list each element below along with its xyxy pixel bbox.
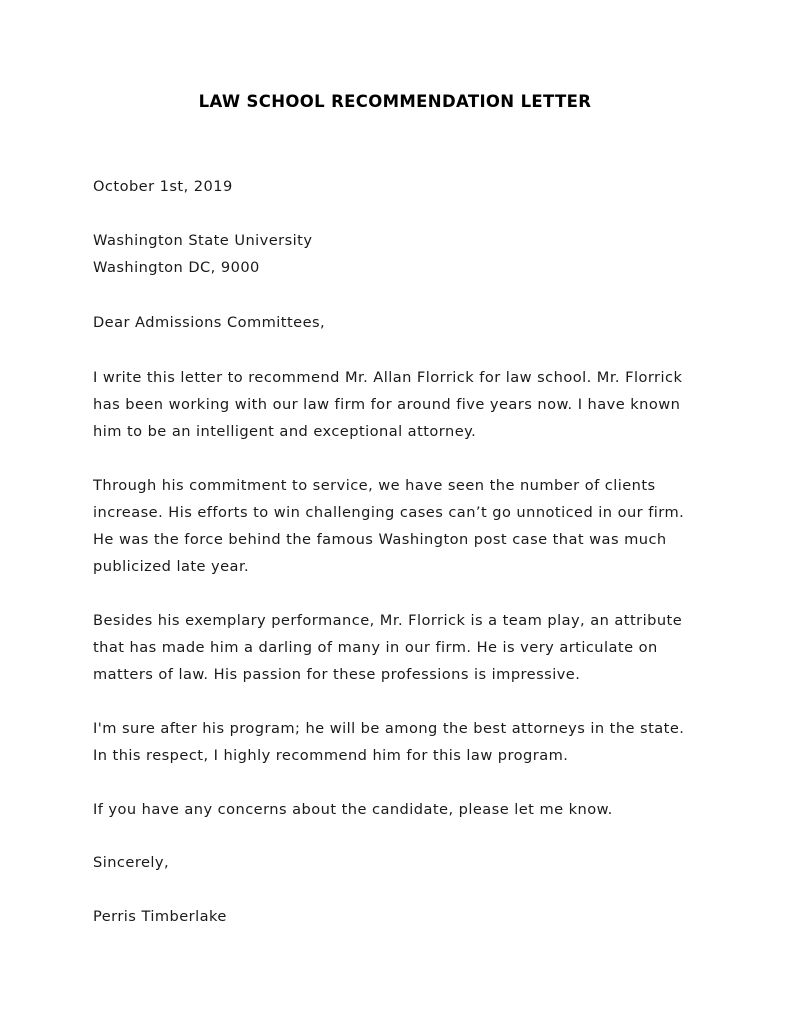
paragraph-2 [93,472,713,580]
paragraph-5 [93,796,713,823]
paragraph-1 [93,364,713,445]
paragraph-4 [93,715,713,769]
paragraph-line: I write this letter to recommend Mr. Allan Florrick for law school. Mr. Florrick [93,369,683,386]
paragraph-line: In this respect, I highly recommend him for this law program. [93,747,569,764]
paragraph-line: If you have any concerns about the candidate, please let me know. [93,801,613,818]
paragraph-line: I'm sure after his program; he will be among the best attorneys in the state. [93,720,685,737]
paragraph-3 [93,607,713,688]
paragraph-line: has been working with our law firm for around five years now. I have known [93,396,681,413]
paragraph-line: Besides his exemplary performance, Mr. Florrick is a team play, an attribute [93,612,683,629]
recipient-line-1: Washington State University [93,232,313,249]
paragraph-line: Through his commitment to service, we have seen the number of clients [93,477,656,494]
paragraph-line: him to be an intelligent and exceptional attorney. [93,423,477,440]
paragraph-line: increase. His efforts to win challenging cases can’t go unnoticed in our firm. [93,504,685,521]
salutation: Dear Admissions Committees, [93,314,326,331]
closing: Sincerely, [93,854,170,871]
paragraph-line: publicized late year. [93,558,250,575]
letter-title: LAW SCHOOL RECOMMENDATION LETTER [198,92,592,111]
paragraph-line: He was the force behind the famous Washington post case that was much [93,531,667,548]
recipient-line-2: Washington DC, 9000 [93,259,260,276]
letter-date: October 1st, 2019 [93,178,233,195]
paragraph-line: matters of law. His passion for these professions is impressive. [93,666,581,683]
signature-name: Perris Timberlake [93,908,227,925]
paragraph-line: that has made him a darling of many in our firm. He is very articulate on [93,639,658,656]
